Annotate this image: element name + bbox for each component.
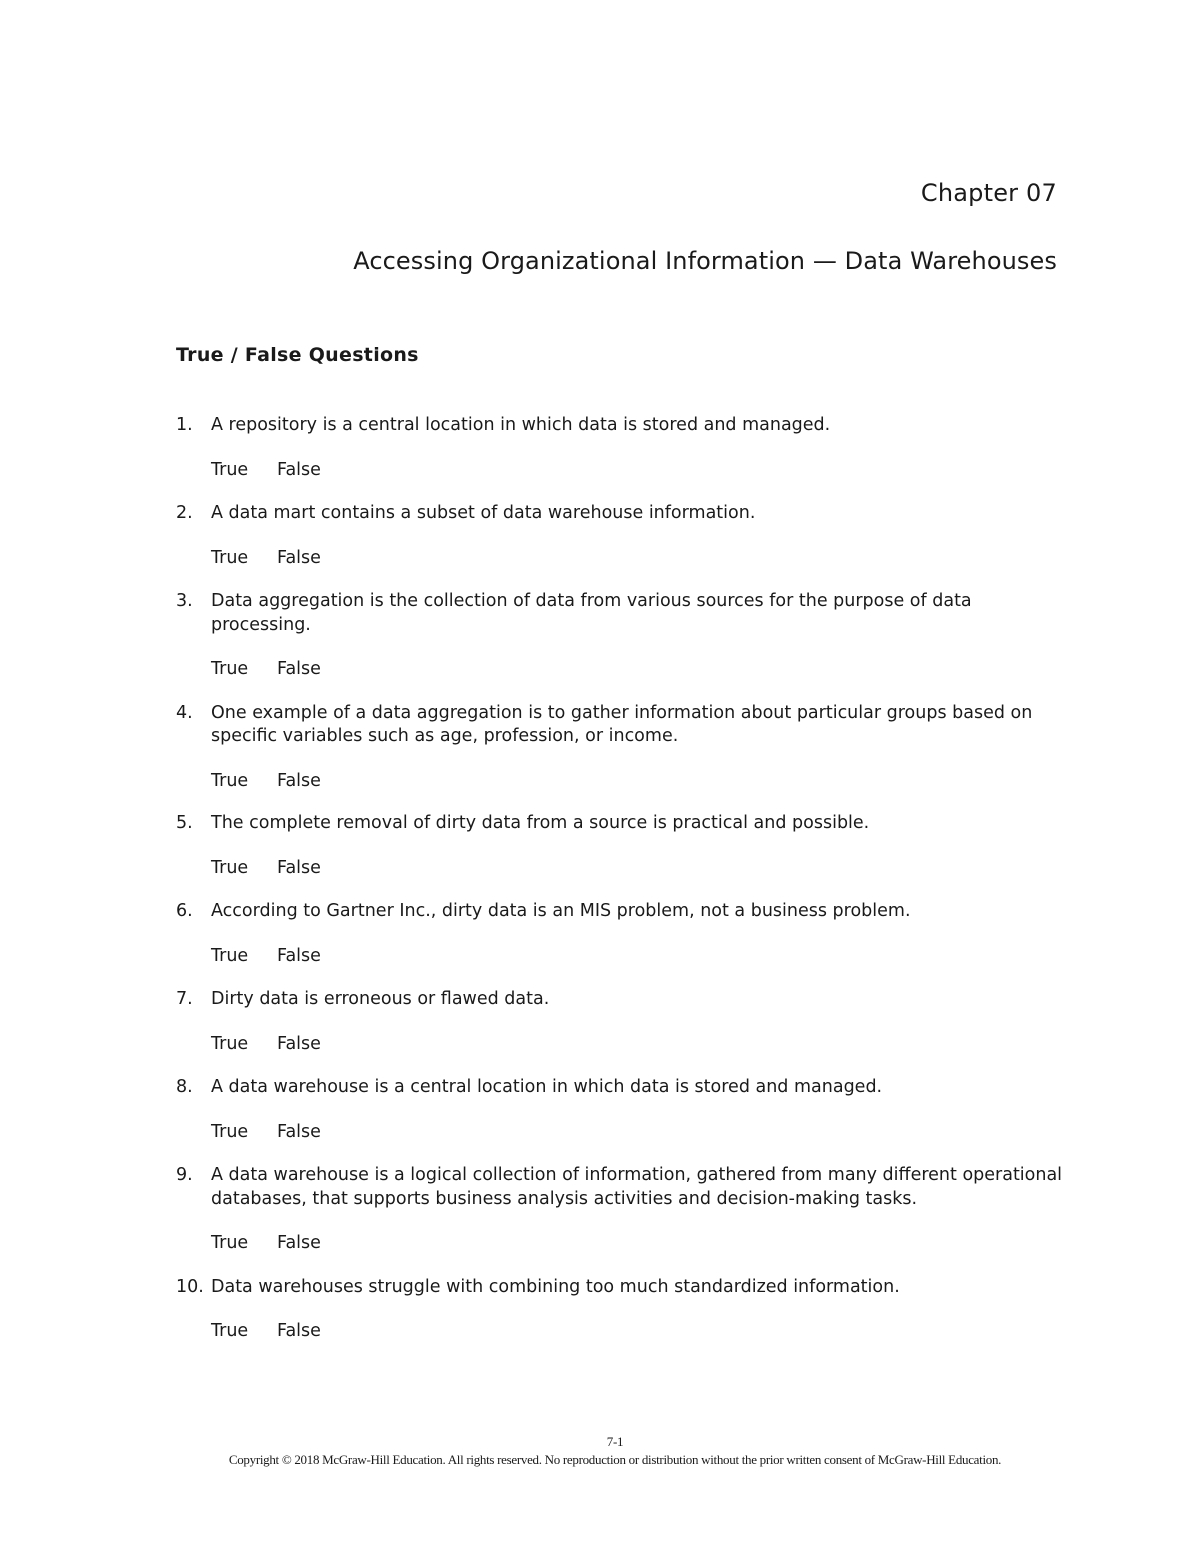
question-item (176, 1276, 1066, 1344)
answer-options (211, 945, 1066, 969)
answer-false: False (277, 857, 321, 878)
question-item (176, 590, 1066, 682)
question-item (176, 414, 1066, 482)
answer-true: True (211, 659, 249, 679)
question-text: Data aggregation is the collection of data from various sources for the purpose of data processing. (211, 591, 972, 635)
question-number: 10. (176, 1276, 204, 1297)
question-text: Dirty data is erroneous or flawed data. (211, 989, 550, 1009)
question-item (176, 900, 1066, 968)
question-number: 7. (176, 989, 193, 1009)
question-number: 3. (176, 591, 193, 611)
chapter-title: Accessing Organizational Information — Data Warehouses (353, 247, 1057, 275)
section-title: True / False Questions (176, 344, 419, 366)
answer-options (211, 770, 1066, 794)
copyright-notice: Copyright © 2018 McGraw-Hill Education. All rights reserved. No reproduction or distribution without the prior written consent of McGraw-Hill Education. (228, 1452, 1002, 1467)
question-text: A repository is a central location in which data is stored and managed. (211, 415, 831, 435)
answer-options (211, 1232, 1066, 1256)
answer-false: False (277, 659, 321, 679)
answer-true: True (211, 1233, 249, 1253)
answer-false: False (277, 1321, 321, 1341)
question-item (176, 702, 1066, 794)
answer-options (211, 1121, 1066, 1145)
question-number: 4. (176, 702, 193, 723)
answer-true: True (211, 945, 249, 966)
chapter-number: Chapter 07 (920, 179, 1057, 207)
question-number: 9. (176, 1165, 193, 1185)
answer-false: False (277, 1233, 321, 1253)
question-item (176, 812, 1066, 880)
page-number: 7-1 (606, 1434, 624, 1449)
answer-true: True (211, 857, 249, 878)
answer-true: True (211, 1121, 249, 1142)
answer-options (211, 857, 1066, 881)
question-number: 1. (176, 415, 193, 435)
answer-false: False (277, 1121, 321, 1142)
question-item (176, 502, 1066, 570)
question-text: The complete removal of dirty data from a source is practical and possible. (211, 813, 870, 833)
question-text: A data mart contains a subset of data warehouse information. (211, 503, 756, 523)
answer-false: False (277, 1033, 321, 1054)
question-item (176, 1164, 1066, 1256)
question-number: 6. (176, 901, 193, 921)
answer-options (211, 658, 1066, 682)
answer-false: False (277, 459, 321, 480)
question-item (176, 1076, 1066, 1144)
question-item (176, 988, 1066, 1056)
question-text: A data warehouse is a central location in which data is stored and managed. (211, 1077, 883, 1097)
answer-options (211, 547, 1066, 571)
answer-true: True (211, 1033, 249, 1054)
page-footer (0, 1433, 1200, 1469)
answer-options (211, 1033, 1066, 1057)
answer-true: True (211, 459, 249, 480)
answer-false: False (277, 547, 321, 568)
answer-options (211, 1320, 1066, 1344)
question-text: According to Gartner Inc., dirty data is an MIS problem, not a business problem. (211, 901, 911, 921)
answer-options (211, 459, 1066, 483)
answer-true: True (211, 770, 249, 791)
question-list (176, 414, 1066, 1344)
question-text: A data warehouse is a logical collection of information, gathered from many different operational databases, that supports business analysis activities and decision-making tasks. (211, 1165, 1063, 1209)
question-number: 8. (176, 1077, 193, 1097)
answer-false: False (277, 945, 321, 966)
question-number: 5. (176, 813, 193, 833)
answer-false: False (277, 770, 321, 791)
answer-true: True (211, 1321, 249, 1341)
question-text: Data warehouses struggle with combining too much standardized information. (211, 1276, 900, 1297)
question-text: One example of a data aggregation is to gather information about particular groups based on specific variables such as age, profession, or income. (211, 702, 1033, 746)
answer-true: True (211, 547, 249, 568)
question-number: 2. (176, 503, 193, 523)
